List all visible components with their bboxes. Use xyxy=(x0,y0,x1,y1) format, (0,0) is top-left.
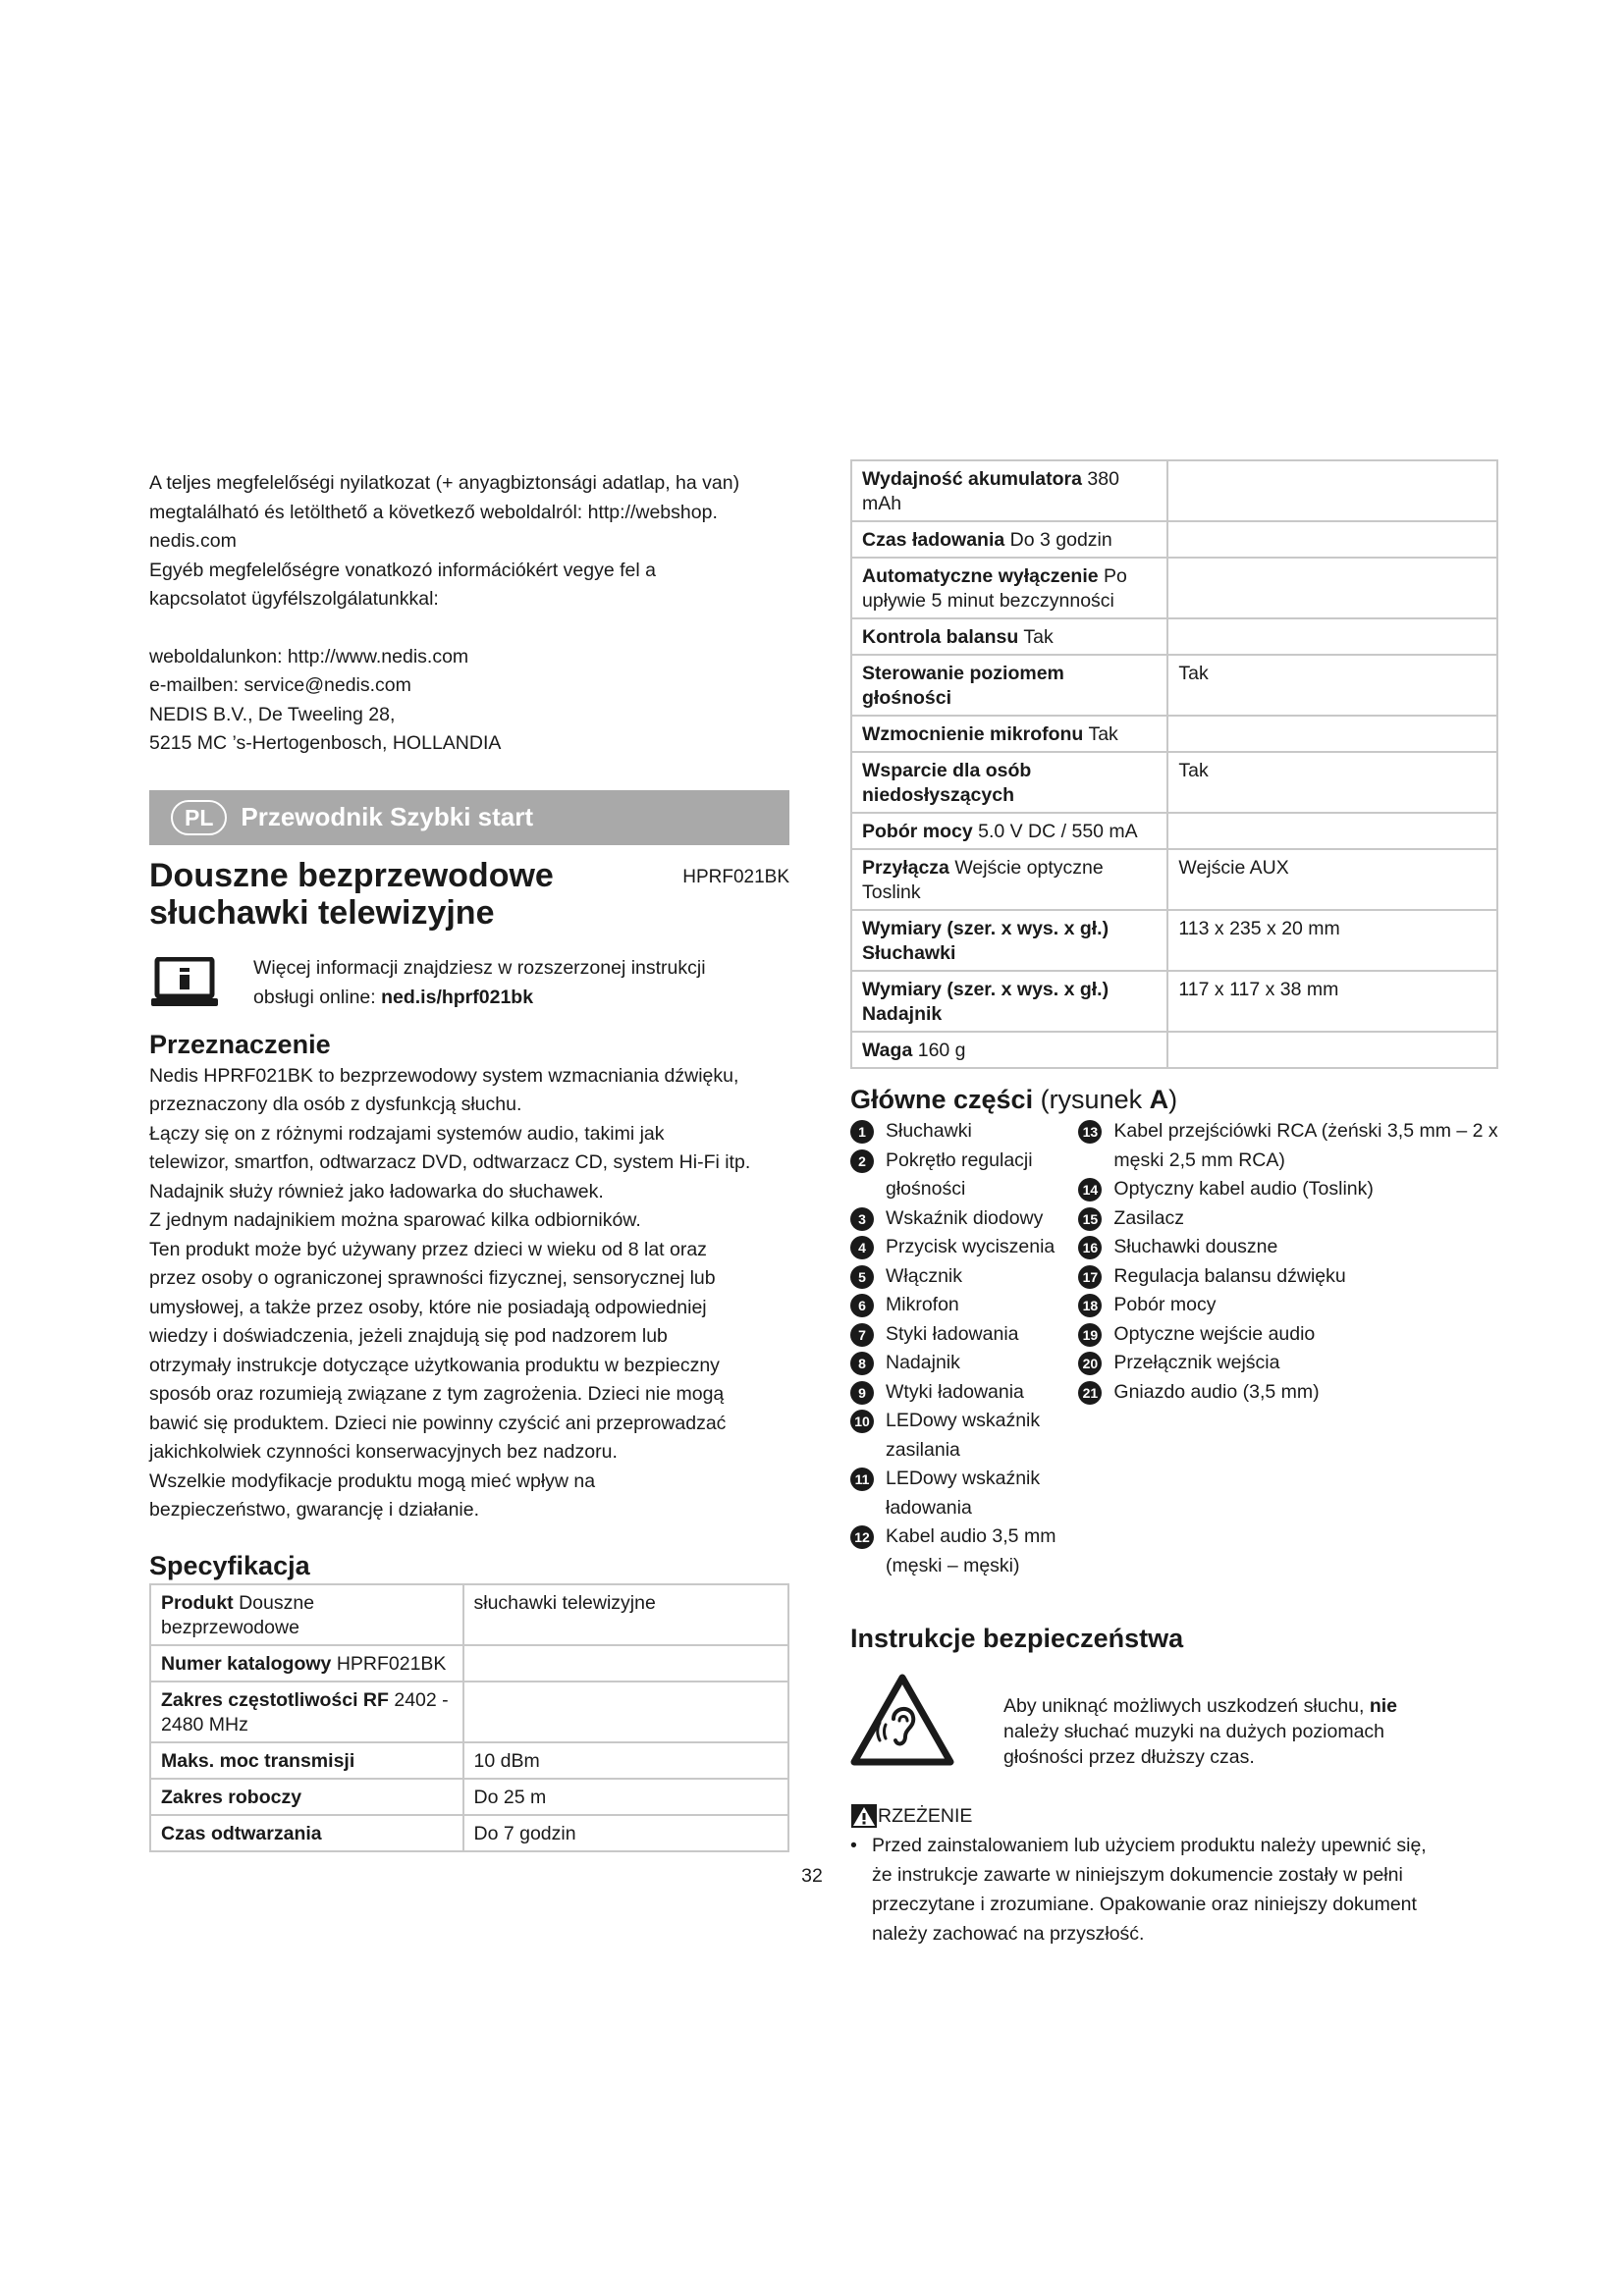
spec-row xyxy=(851,1032,1497,1068)
spec-value-cell xyxy=(1167,813,1497,849)
purpose-line: Łączy się on z różnymi rodzajami systemów audio, takimi jak xyxy=(149,1122,665,1145)
part-label: Pokrętło regulacji głośności xyxy=(886,1148,1033,1200)
part-item xyxy=(850,1147,1078,1204)
intro-text xyxy=(149,469,789,759)
safety-bullet-text xyxy=(872,1831,1427,1949)
part-item xyxy=(1078,1320,1498,1350)
spec-key-cell xyxy=(851,521,1167,558)
spec-key-cell xyxy=(150,1815,463,1851)
purpose-line: otrzymały instrukcje dotyczące użytkowania produktu w bezpieczny xyxy=(149,1354,720,1376)
warn-line: głośności przez dłuższy czas. xyxy=(1003,1746,1255,1768)
part-item xyxy=(850,1233,1078,1262)
spec-value-cell xyxy=(463,1584,789,1645)
purpose-line: Nedis HPRF021BK to bezprzewodowy system wzmacniania dźwięku, xyxy=(149,1064,739,1087)
parts-heading-main: Główne części xyxy=(850,1085,1034,1114)
part-item xyxy=(1078,1291,1498,1320)
part-item xyxy=(1078,1175,1498,1204)
spec-value-inline: Tak xyxy=(1023,626,1054,648)
spec-value: 117 x 117 x 38 mm xyxy=(1178,979,1339,1000)
spec-key: Wydajność akumulatora xyxy=(862,468,1082,490)
parts-heading-figure: A xyxy=(1149,1085,1169,1114)
spec-key: Waga xyxy=(862,1040,913,1061)
part-label: Pobór mocy xyxy=(1113,1294,1217,1315)
part-number-badge: 7 xyxy=(850,1323,874,1347)
banner-title: Przewodnik Szybki start xyxy=(241,802,534,831)
spec-key: Zakres roboczy xyxy=(161,1786,302,1808)
spec-value-inline: 5.0 V DC / 550 mA xyxy=(978,821,1138,842)
part-number-badge: 17 xyxy=(1078,1265,1102,1289)
spec-key: Przyłącza xyxy=(862,857,949,879)
spec-key-cell xyxy=(851,971,1167,1032)
spec-value-inline: Tak xyxy=(1088,723,1118,745)
part-label: Regulacja balansu dźwięku xyxy=(1113,1264,1346,1287)
spec-value-cell xyxy=(1167,558,1497,618)
purpose-line: Ten produkt może być używany przez dzieci w wieku od 8 lat oraz xyxy=(149,1238,707,1260)
part-label: Słuchawki xyxy=(886,1120,972,1142)
spec-row xyxy=(851,618,1497,655)
spec-row xyxy=(150,1584,788,1645)
part-number-badge: 8 xyxy=(850,1352,874,1375)
spec-row xyxy=(851,558,1497,618)
hearing-damage-warning-icon xyxy=(850,1674,954,1766)
part-number-badge: 16 xyxy=(1078,1236,1102,1259)
part-number-badge: 3 xyxy=(850,1207,874,1231)
part-label: Optyczny kabel audio (Toslink) xyxy=(1113,1178,1374,1200)
spec-key-cell xyxy=(150,1584,463,1645)
contact-line: e-mailben: service@nedis.com xyxy=(149,674,411,696)
warn-line: należy słuchać muzyki na dużych poziomach xyxy=(1003,1721,1385,1742)
part-item xyxy=(1078,1262,1498,1292)
bullet-line: należy zachować na przyszłość. xyxy=(872,1923,1145,1945)
intro-line: kapcsolatot ügyfélszolgálatunkkal: xyxy=(149,588,439,610)
contact-line: 5215 MC ’s-Hertogenbosch, HOLLANDIA xyxy=(149,732,502,754)
purpose-line: Z jednym nadajnikiem można sparować kilka odbiorników. xyxy=(149,1209,641,1231)
spec-key-cell xyxy=(150,1682,463,1742)
part-label: Mikrofon xyxy=(886,1294,959,1315)
spec-table-left xyxy=(149,1583,789,1852)
spec-key-cell xyxy=(851,1032,1167,1068)
parts-column-2 xyxy=(1078,1117,1498,1580)
spec-key: Wymiary (szer. x wys. x gł.) Słuchawki xyxy=(862,918,1110,964)
part-item xyxy=(850,1378,1078,1408)
spec-key: Pobór mocy xyxy=(862,821,973,842)
quick-start-banner xyxy=(149,790,789,845)
purpose-line: przeznaczony dla osób z dysfunkcją słuchu. xyxy=(149,1094,522,1115)
spec-key-cell xyxy=(851,618,1167,655)
spec-key-cell xyxy=(851,460,1167,521)
warn-line-prefix: Aby uniknąć możliwych uszkodzeń słuchu, xyxy=(1003,1695,1370,1717)
safety-bullet xyxy=(850,1831,1498,1949)
spec-key: Numer katalogowy xyxy=(161,1652,332,1675)
part-label: LEDowy wskaźnik zasilania xyxy=(886,1410,1041,1461)
part-number-badge: 10 xyxy=(850,1410,874,1433)
spec-value-inline: Wejście optyczne Toslink xyxy=(862,857,1104,903)
part-item xyxy=(1078,1117,1498,1175)
info-line: Więcej informacji znajdziesz w rozszerzonej instrukcji xyxy=(253,956,706,979)
spec-key: Czas ładowania xyxy=(862,529,1005,551)
spec-row xyxy=(851,849,1497,910)
spec-value-cell xyxy=(463,1815,789,1851)
intro-line: Egyéb megfelelőségre vonatkozó információkért vegye fel a xyxy=(149,559,656,581)
spec-key-cell xyxy=(851,910,1167,971)
part-number-badge: 5 xyxy=(850,1265,874,1289)
part-label: Wskaźnik diodowy xyxy=(886,1206,1044,1229)
spec-value-cell xyxy=(1167,716,1497,752)
spec-row xyxy=(851,910,1497,971)
bullet-line: że instrukcje zawarte w niniejszym dokumencie zostały w pełni xyxy=(872,1864,1403,1886)
spec-key-cell xyxy=(851,752,1167,813)
part-number-badge: 15 xyxy=(1078,1207,1102,1231)
part-label: Nadajnik xyxy=(886,1352,960,1373)
online-manual-text xyxy=(253,953,706,1012)
part-item xyxy=(1078,1204,1498,1234)
spec-row xyxy=(150,1779,788,1815)
part-number-badge: 6 xyxy=(850,1294,874,1317)
part-item xyxy=(850,1465,1078,1522)
spec-value-inline: Po upływie 5 minut bezczynności xyxy=(862,565,1127,612)
spec-value-cell xyxy=(463,1742,789,1779)
part-label: Przycisk wyciszenia xyxy=(886,1236,1056,1257)
product-title xyxy=(149,857,554,932)
spec-value-inline: 160 g xyxy=(917,1040,966,1061)
spec-value-cell xyxy=(463,1779,789,1815)
spec-key: Maks. moc transmisji xyxy=(161,1749,355,1772)
product-title-line: słuchawki telewizyjne xyxy=(149,893,495,932)
spec-row xyxy=(851,971,1497,1032)
part-number-badge: 4 xyxy=(850,1236,874,1259)
spec-value-cell xyxy=(1167,971,1497,1032)
part-label: Zasilacz xyxy=(1113,1206,1184,1229)
bullet-dot: • xyxy=(850,1835,857,1856)
purpose-line: Wszelkie modyfikacje produktu mogą mieć wpływ na xyxy=(149,1469,596,1492)
part-label: Przełącznik wejścia xyxy=(1113,1352,1280,1373)
part-item xyxy=(850,1262,1078,1292)
hearing-warning xyxy=(850,1674,1498,1770)
spec-value-cell xyxy=(1167,618,1497,655)
intro-line: megtalálható és letölthető a következő weboldalról: http://webshop. xyxy=(149,501,718,523)
spec-value-cell xyxy=(1167,655,1497,716)
spec-row xyxy=(851,813,1497,849)
part-number-badge: 9 xyxy=(850,1381,874,1405)
spec-row xyxy=(150,1742,788,1779)
spec-key-cell xyxy=(150,1742,463,1779)
part-number-badge: 11 xyxy=(850,1468,874,1491)
spec-key: Zakres częstotliwości RF xyxy=(161,1688,389,1711)
part-item xyxy=(1078,1378,1498,1408)
spec-value-inline: Do 3 godzin xyxy=(1009,529,1112,551)
spec-row xyxy=(851,460,1497,521)
contact-line: NEDIS B.V., De Tweeling 28, xyxy=(149,703,396,725)
spec-value-cell xyxy=(1167,849,1497,910)
part-number-badge: 19 xyxy=(1078,1323,1102,1347)
part-item xyxy=(850,1320,1078,1350)
spec-key: Produkt xyxy=(161,1591,234,1614)
purpose-line: bezpieczeństwo, gwarancję i działanie. xyxy=(149,1499,480,1521)
spec-value-inline: Douszne bezprzewodowe xyxy=(161,1591,315,1638)
part-label: Styki ładowania xyxy=(886,1322,1019,1345)
purpose-line: Nadajnik służy również jako ładowarka do słuchawek. xyxy=(149,1180,604,1202)
model-code: HPRF021BK xyxy=(682,866,789,887)
spec-value: Do 7 godzin xyxy=(473,1822,576,1844)
product-title-line: Douszne bezprzewodowe xyxy=(149,856,554,894)
intro-line: A teljes megfelelőségi nyilatkozat (+ anyagbiztonsági adatlap, ha van) xyxy=(149,472,740,494)
bullet-line: przeczytane i zrozumiane. Opakowanie oraz niniejszy dokument xyxy=(872,1894,1417,1915)
parts-list xyxy=(850,1117,1498,1580)
spec-key: Sterowanie poziomem głośności xyxy=(862,663,1064,709)
part-number-badge: 1 xyxy=(850,1120,874,1144)
spec-row xyxy=(150,1645,788,1682)
spec-value: Tak xyxy=(1178,760,1209,781)
spec-value-cell xyxy=(1167,521,1497,558)
spec-value-inline: 2402 - 2480 MHz xyxy=(161,1688,449,1735)
part-item xyxy=(850,1349,1078,1378)
part-item xyxy=(850,1291,1078,1320)
spec-heading: Specyfikacja xyxy=(149,1550,310,1580)
manual-link[interactable]: ned.is/hprf021bk xyxy=(381,986,534,1008)
spec-key-cell xyxy=(150,1645,463,1682)
part-label: LEDowy wskaźnik ładowania xyxy=(886,1468,1041,1519)
bullet-line: Przed zainstalowaniem lub użyciem produktu należy upewnić się, xyxy=(872,1835,1427,1856)
spec-key: Wzmocnienie mikrofonu xyxy=(862,723,1084,745)
part-item xyxy=(850,1204,1078,1234)
spec-key: Kontrola balansu xyxy=(862,626,1019,648)
parts-column-1 xyxy=(850,1117,1078,1580)
spec-value: Do 25 m xyxy=(473,1786,547,1808)
spec-key-cell xyxy=(851,813,1167,849)
part-item xyxy=(1078,1233,1498,1262)
info-prefix: obsługi online: xyxy=(253,986,382,1008)
spec-key-cell xyxy=(851,558,1167,618)
parts-heading-ref: (rysunek xyxy=(1033,1085,1150,1114)
caution-text: RZEŻENIE xyxy=(878,1804,973,1827)
caution-warning-icon xyxy=(850,1803,878,1829)
purpose-line: umysłowej, a także przez osoby, które nie posiadają odpowiedniej xyxy=(149,1296,707,1318)
part-number-badge: 14 xyxy=(1078,1178,1102,1201)
warn-line xyxy=(1003,1693,1397,1719)
spec-value: 113 x 235 x 20 mm xyxy=(1178,918,1340,939)
part-label: Kabel audio 3,5 mm (męski – męski) xyxy=(886,1525,1056,1576)
spec-value-cell xyxy=(463,1645,789,1682)
spec-row xyxy=(851,752,1497,813)
intro-line: nedis.com xyxy=(149,530,237,552)
safety-heading: Instrukcje bezpieczeństwa xyxy=(850,1624,1184,1653)
hearing-warning-text xyxy=(1003,1693,1397,1770)
spec-table-right xyxy=(850,459,1498,1069)
purpose-line: telewizor, smartfon, odtwarzacz DVD, odtwarzacz CD, system Hi-Fi itp. xyxy=(149,1151,751,1173)
purpose-line: jakichkolwiek czynności konserwacyjnych bez nadzoru. xyxy=(149,1441,618,1463)
spec-value-cell xyxy=(1167,910,1497,971)
purpose-text xyxy=(149,1062,789,1525)
spec-key-cell xyxy=(851,716,1167,752)
info-line xyxy=(253,983,706,1012)
spec-key: Wymiary (szer. x wys. x gł.) Nadajnik xyxy=(862,979,1110,1025)
part-label: Włącznik xyxy=(886,1264,963,1287)
purpose-heading: Przeznaczenie xyxy=(149,1029,331,1059)
spec-value-cell xyxy=(1167,460,1497,521)
spec-value-cell xyxy=(1167,752,1497,813)
spec-value: 10 dBm xyxy=(473,1749,540,1772)
parts-heading xyxy=(850,1085,1498,1115)
spec-key: Automatyczne wyłączenie xyxy=(862,565,1099,587)
part-item xyxy=(850,1522,1078,1580)
spec-key-cell xyxy=(150,1779,463,1815)
spec-row xyxy=(851,716,1497,752)
part-item xyxy=(1078,1349,1498,1378)
left-column xyxy=(149,469,789,1852)
spec-value-cell xyxy=(1167,1032,1497,1068)
page-number: 32 xyxy=(801,1865,823,1887)
language-badge: PL xyxy=(171,800,227,835)
warn-line-emphasis: nie xyxy=(1369,1695,1398,1717)
spec-row xyxy=(851,655,1497,716)
purpose-line: sposób oraz rozumieją związane z tym zagrożenia. Dzieci nie mogą xyxy=(149,1383,725,1405)
laptop-info-icon xyxy=(149,957,220,1008)
spec-row xyxy=(150,1815,788,1851)
product-title-row xyxy=(149,857,789,932)
spec-key: Czas odtwarzania xyxy=(161,1822,322,1844)
purpose-line: wiedzy i doświadczenia, jeżeli znajdują się pod nadzorem lub xyxy=(149,1325,668,1347)
part-label: Słuchawki douszne xyxy=(1113,1236,1278,1257)
spec-value: Wejście AUX xyxy=(1178,857,1289,879)
part-label: Wtyki ładowania xyxy=(886,1380,1024,1403)
online-manual-info xyxy=(149,953,789,1012)
spec-row xyxy=(851,521,1497,558)
part-item xyxy=(850,1407,1078,1465)
spec-value-cell xyxy=(463,1682,789,1742)
caution-label xyxy=(850,1803,1498,1829)
purpose-line: bawić się produktem. Dzieci nie powinny czyścić ani przeprowadzać xyxy=(149,1412,727,1434)
part-number-badge: 18 xyxy=(1078,1294,1102,1317)
purpose-line: przez osoby o ograniczonej sprawności fizycznej, sensorycznej lub xyxy=(149,1267,716,1289)
spec-key-cell xyxy=(851,655,1167,716)
contact-line: weboldalunkon: http://www.nedis.com xyxy=(149,645,469,667)
right-column xyxy=(850,459,1498,1949)
part-label: Gniazdo audio (3,5 mm) xyxy=(1113,1380,1320,1403)
part-number-badge: 20 xyxy=(1078,1352,1102,1375)
spec-key-cell xyxy=(851,849,1167,910)
part-number-badge: 13 xyxy=(1078,1120,1102,1144)
spec-value-inline: 380 mAh xyxy=(862,468,1119,514)
parts-heading-close: ) xyxy=(1168,1085,1178,1114)
spec-value: słuchawki telewizyjne xyxy=(473,1591,656,1614)
part-number-badge: 21 xyxy=(1078,1381,1102,1405)
part-number-badge: 12 xyxy=(850,1525,874,1549)
spec-key: Wsparcie dla osób niedosłyszących xyxy=(862,760,1032,806)
spec-row xyxy=(150,1682,788,1742)
part-item xyxy=(850,1117,1078,1147)
part-label: Kabel przejściówki RCA (żeński 3,5 mm – 2 x męski 2,5 mm RCA) xyxy=(1113,1120,1498,1171)
part-label: Optyczne wejście audio xyxy=(1113,1322,1316,1345)
part-number-badge: 2 xyxy=(850,1149,874,1173)
spec-value-inline: HPRF021BK xyxy=(336,1652,447,1675)
spec-value: Tak xyxy=(1178,663,1209,684)
